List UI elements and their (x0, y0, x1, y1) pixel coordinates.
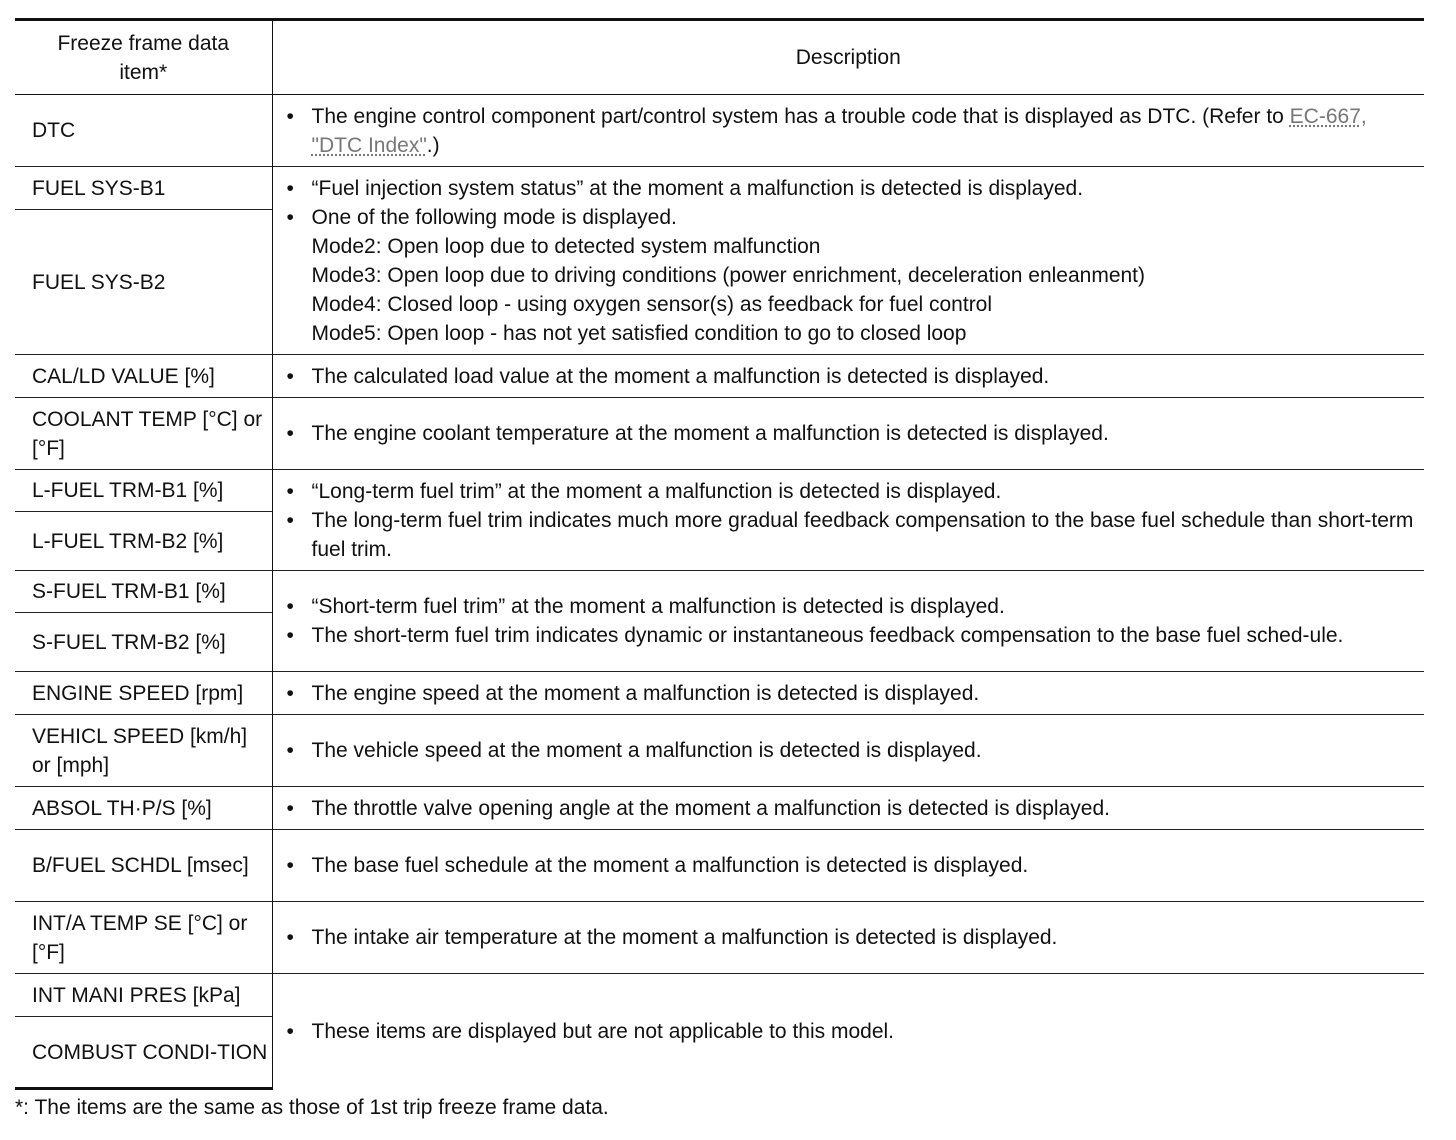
desc-dtc (272, 95, 1424, 167)
desc-coolant-text: The engine coolant temperature at the moment a malfunction is detected is displayed. (311, 422, 1109, 445)
freeze-frame-data-table (15, 18, 1424, 1090)
desc-fuel-sys (272, 167, 1424, 355)
list-item (287, 592, 1415, 621)
item-bfuel: B/FUEL SCHDL [msec] (15, 830, 272, 902)
desc-cal-ld (272, 355, 1424, 398)
list-item (287, 362, 1415, 391)
item-absol: ABSOL TH·P/S [%] (15, 787, 272, 830)
table-row-engine-speed (15, 672, 1424, 715)
bullet-glyph: • (286, 739, 294, 762)
bullet-glyph: • (286, 595, 294, 618)
mode-line-4: Mode4: Closed loop - using oxygen sensor(s) as feedback for fuel control (311, 292, 993, 316)
list-item (287, 679, 1415, 708)
item-dtc: DTC (15, 95, 272, 167)
item-int-mani-pres: INT MANI PRES [kPa] (15, 974, 272, 1017)
desc-vehicl-speed-text: The vehicle speed at the moment a malfunction is detected is displayed. (311, 739, 982, 762)
item-s-fuel-b1: S-FUEL TRM-B1 [%] (15, 571, 272, 613)
item-l-fuel-b1: L-FUEL TRM-B1 [%] (15, 470, 272, 512)
table-row-absol (15, 787, 1424, 830)
bullet-glyph: • (286, 854, 294, 877)
desc-fuel-sys-bullet1: “Fuel injection system status” at the moment a malfunction is detected is displayed. (311, 176, 1084, 200)
table-row-vehicl-speed (15, 715, 1424, 787)
bullet-glyph: • (286, 624, 294, 647)
item-coolant: COOLANT TEMP [°C] or [°F] (15, 398, 272, 470)
bullet-glyph: • (286, 1019, 294, 1043)
header-freeze-frame-item (15, 20, 272, 95)
table-row-l-fuel-b1 (15, 470, 1424, 512)
bullet-glyph: • (286, 681, 294, 705)
bullet-glyph: • (286, 104, 294, 128)
desc-s-fuel-bullet1: “Short-term fuel trim” at the moment a malfunction is detected is displayed. (311, 595, 1005, 618)
list-item (287, 736, 1415, 765)
table-row-fuel-sys-b1 (15, 167, 1424, 210)
bullet-glyph: • (286, 926, 294, 949)
desc-vehicl-speed (272, 715, 1424, 787)
desc-engine-speed-text: The engine speed at the moment a malfunction is detected is displayed. (311, 681, 980, 705)
list-item (287, 203, 1415, 348)
bullet-glyph: • (286, 176, 294, 200)
bullet-glyph: • (286, 479, 294, 503)
item-engine-speed: ENGINE SPEED [rpm] (15, 672, 272, 715)
mode-line-5: Mode5: Open loop - has not yet satisfied condition to go to closed loop (311, 321, 967, 345)
desc-bfuel (272, 830, 1424, 902)
list-item (287, 1017, 1415, 1046)
bullet-glyph: • (286, 205, 294, 229)
table-row-s-fuel-b1 (15, 571, 1424, 613)
bullet-glyph: • (286, 796, 294, 820)
item-l-fuel-b2: L-FUEL TRM-B2 [%] (15, 512, 272, 571)
header-item-text: Freeze frame data item* (57, 31, 230, 84)
bullet-glyph: • (286, 508, 294, 532)
item-fuel-sys-b2: FUEL SYS-B2 (15, 210, 272, 355)
desc-absol-text: The throttle valve opening angle at the moment a malfunction is detected is displayed. (311, 796, 1110, 820)
desc-fuel-sys-bullet2: One of the following mode is displayed. (311, 205, 677, 229)
desc-cal-ld-text: The calculated load value at the moment a malfunction is detected is displayed. (311, 364, 1050, 388)
mode-line-3: Mode3: Open loop due to driving conditions (power enrichment, deceleration enleanment) (311, 263, 1145, 287)
item-combust-condition: COMBUST CONDI-TION (15, 1017, 272, 1089)
item-cal-ld: CAL/LD VALUE [%] (15, 355, 272, 398)
bullet-glyph: • (286, 364, 294, 388)
table-row-cal-ld (15, 355, 1424, 398)
desc-s-fuel (272, 571, 1424, 672)
desc-s-fuel-bullet2: The short-term fuel trim indicates dynamic or instantaneous feedback compensation to the base fuel sched-ule. (311, 624, 1344, 647)
desc-bfuel-text: The base fuel schedule at the moment a malfunction is detected is displayed. (311, 854, 1029, 877)
item-vehicl-speed: VEHICL SPEED [km/h] or [mph] (15, 715, 272, 787)
list-item (287, 794, 1415, 823)
list-item (287, 621, 1415, 650)
header-description: Description (272, 20, 1424, 95)
table-row-inta-temp (15, 902, 1424, 974)
desc-coolant (272, 398, 1424, 470)
desc-l-fuel-bullet1: “Long-term fuel trim” at the moment a malfunction is detected is displayed. (311, 479, 1002, 503)
item-s-fuel-b2: S-FUEL TRM-B2 [%] (15, 613, 272, 672)
list-item (287, 102, 1415, 160)
table-row-coolant (15, 398, 1424, 470)
list-item (287, 419, 1415, 448)
list-item (287, 174, 1415, 203)
footnote: *: The items are the same as those of 1st trip freeze frame data. (15, 1096, 609, 1119)
list-item (287, 851, 1415, 880)
desc-inta-temp-text: The intake air temperature at the moment a malfunction is detected is displayed. (311, 926, 1058, 949)
bullet-glyph: • (286, 422, 294, 445)
desc-not-applicable-text: These items are displayed but are not applicable to this model. (311, 1019, 894, 1043)
list-item (287, 477, 1415, 506)
desc-absol (272, 787, 1424, 830)
dtc-index-link[interactable]: EC-667, "DTC Index" (311, 104, 1367, 157)
list-item (287, 923, 1415, 952)
desc-engine-speed (272, 672, 1424, 715)
desc-not-applicable (272, 974, 1424, 1089)
table-row-dtc (15, 95, 1424, 167)
desc-l-fuel (272, 470, 1424, 571)
desc-dtc-close: .) (426, 133, 440, 157)
table-row-bfuel (15, 830, 1424, 902)
item-fuel-sys-b1: FUEL SYS-B1 (15, 167, 272, 210)
table-row-int-mani-pres (15, 974, 1424, 1017)
table-header-row (15, 20, 1424, 95)
list-item (287, 506, 1415, 564)
desc-l-fuel-bullet2: The long-term fuel trim indicates much more gradual feedback compensation to the base fuel schedule than short-term fuel trim. (311, 508, 1414, 561)
desc-inta-temp (272, 902, 1424, 974)
item-inta-temp: INT/A TEMP SE [°C] or [°F] (15, 902, 272, 974)
desc-dtc-text: The engine control component part/control system has a trouble code that is displayed as DTC. (Refer to (311, 104, 1290, 128)
mode-line-2: Mode2: Open loop due to detected system malfunction (311, 234, 821, 258)
